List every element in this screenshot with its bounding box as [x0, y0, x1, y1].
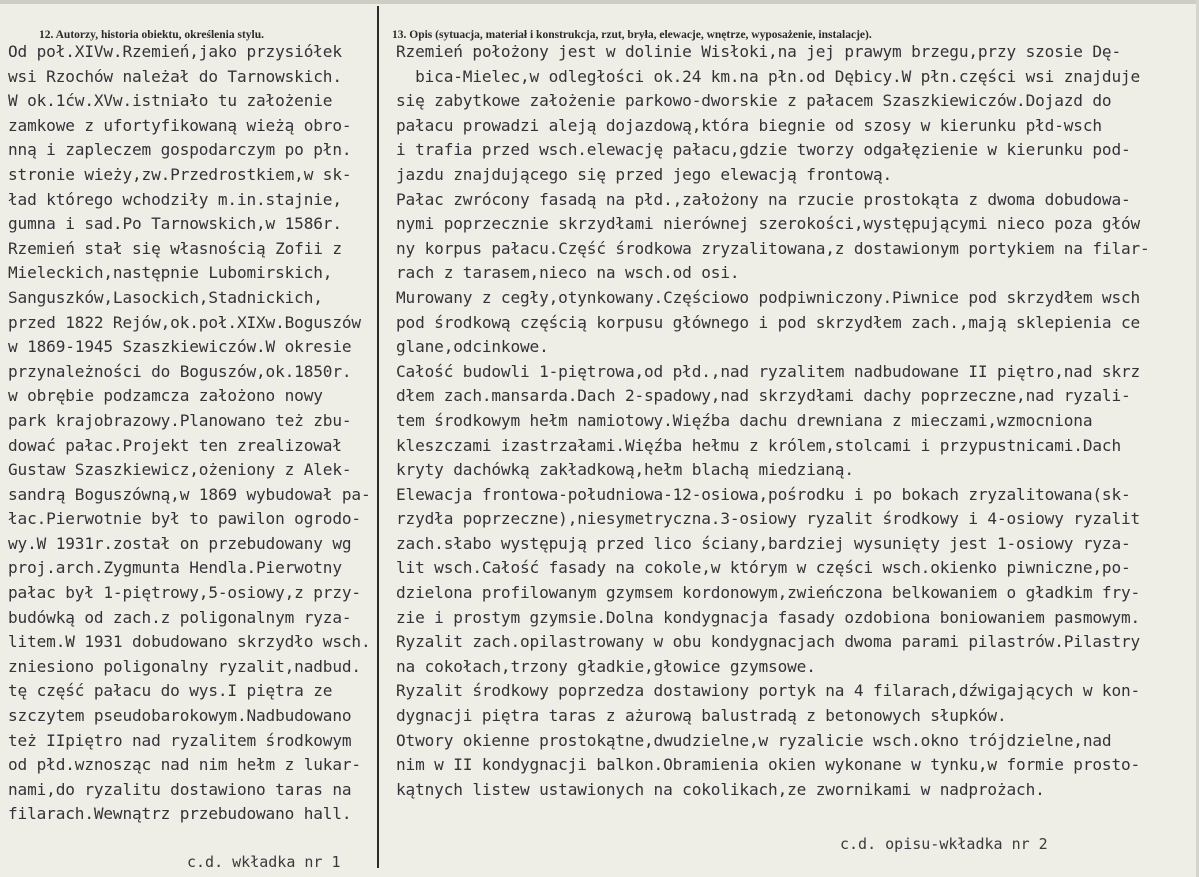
text-line: ny korpus pałacu.Część środkowa zryzalitowana,z dostawionym portykiem na filar- — [396, 238, 1150, 258]
text-line: Od poł.XIVw.Rzemień,jako przysiółek — [8, 42, 342, 61]
right-column-header: 13. Opis (sytuacja, materiał i konstrukcja, rzut, bryła, elewacje, wnętrze, wyposażenie, instalacje). — [392, 29, 872, 41]
text-line: sandrą Boguszówną,w 1869 wybudował pa- — [8, 484, 371, 504]
text-line: nami,do ryzalitu dostawiono taras na — [8, 779, 352, 799]
text-line: kleszczami izastrzałami.Więźba hełmu z królem,stolcami i przypustnicami.Dach — [396, 435, 1121, 455]
text-line: wy.W 1931r.został on przebudowany wg — [8, 533, 352, 553]
text-line: Mieleckich,następnie Lubomirskich, — [8, 263, 333, 283]
text-line: pod środkową częścią korpusu głównego i pod skrzydłem zach.,mają sklepienia ce — [396, 312, 1141, 332]
text-line: kątnych listew ustawionych na cokolikach,ze zwornikami w nadprożach. — [396, 779, 1045, 799]
text-line: na cokołach,trzony gładkie,głowice gzymsowe. — [396, 656, 816, 676]
text-line: Rzemień stał się własnością Zofii z — [8, 238, 342, 258]
text-line: dłem zach.mansarda.Dach 2-spadowy,nad skrzydłami dachy poprzeczne,nad ryzali- — [396, 386, 1131, 406]
text-line: ład którego wchodziły m.in.stajnie, — [8, 189, 342, 209]
text-line: Murowany z cegły,otynkowany.Częściowo podpiwniczony.Piwnice pod skrzydłem wsch — [396, 287, 1141, 307]
text-line: Ryzalit środkowy poprzedza dostawiony portyk na 4 filarach,dźwigających w kon- — [396, 681, 1141, 701]
text-line: filarach.Wewnątrz przebudowano hall. — [8, 804, 352, 824]
text-line: Elewacja frontowa-południowa-12-osiowa,pośrodku i po bokach zryzalitowana(sk- — [396, 484, 1131, 504]
left-column-header: 12. Autorzy, historia obiektu, określenia stylu. — [39, 29, 265, 41]
text-line: W ok.1ćw.XVw.istniało tu założenie — [8, 91, 333, 111]
text-line: park krajobrazowy.Planowano też zbu- — [8, 410, 352, 430]
text-line: jazdu znajdującego się przed jego elewacją frontową. — [396, 164, 893, 184]
text-line: dygnacji piętra taras z ażurową balustradą z betonowych słupków. — [396, 706, 1007, 726]
text-line: stronie wieży,zw.Przedrostkiem,w sk- — [8, 164, 352, 184]
text-line: Gustaw Szaszkiewicz,ożeniony z Alek- — [8, 460, 352, 480]
text-line: glane,odcinkowe. — [396, 337, 549, 357]
text-line: kryty dachówką zakładkową,hełm blachą miedzianą. — [396, 460, 854, 480]
text-line: Pałac zwrócony fasadą na płd.,założony na rzucie prostokąta z dwoma dobudowa- — [396, 189, 1131, 209]
text-line: przynależności do Boguszów,ok.1850r. — [8, 361, 352, 381]
text-line: zniesiono poligonalny ryzalit,nadbud. — [8, 656, 361, 676]
text-line: zie i prostym gzymsie.Dolna kondygnacja fasady ozdobiona boniowaniem pasmowym. — [396, 607, 1141, 627]
text-line: litem.W 1931 dobudowano skrzydło wsch. — [8, 632, 371, 652]
text-line: łac.Pierwotnie był to pawilon ogrodo- — [8, 509, 361, 529]
text-line: Rzemień położony jest w dolinie Wisłoki,na jej prawym brzegu,przy szosie Dę- — [396, 42, 1121, 61]
text-line: lit wsch.Całość fasady na cokole,w którym w części wsch.okienko piwniczne,po- — [396, 558, 1131, 578]
text-line: pałac był 1-piętrowy,5-osiowy,z przy- — [8, 583, 361, 603]
text-line: nną i zapleczem gospodarczym po płn. — [8, 140, 352, 160]
top-rule — [0, 0, 1199, 4]
text-line: Sanguszków,Lasockich,Stadnickich, — [8, 287, 323, 307]
text-line: nim w II kondygnacji balkon.Obramienia okien wykonane w tynku,w formie prosto- — [396, 755, 1141, 775]
text-line: pałacu prowadzi aleją dojazdową,która biegnie od szosy w kierunku płd-wsch — [396, 115, 1102, 135]
right-column-text — [396, 40, 1196, 802]
text-line: też IIpiętro nad ryzalitem środkowym — [8, 730, 352, 750]
text-line: w 1869-1945 Szaszkiewiczów.W okresie — [8, 337, 352, 357]
text-line: wsi Rzochów należał do Tarnowskich. — [8, 66, 342, 86]
text-line: nymi poprzecznie skrzydłami nierównej szerokości,występującymi nieco poza głów — [396, 214, 1141, 234]
text-line: tę część pałacu do wys.I piętra ze — [8, 681, 333, 701]
text-line: zamkowe z ufortyfikowaną wieżą obro- — [8, 115, 352, 135]
right-column-footer: c.d. opisu-wkładka nr 2 — [840, 835, 1048, 853]
text-line: dzielona profilowanym gzymsem kordonowym,zwieńczona belkowaniem o gładkim fry- — [396, 583, 1141, 603]
text-line: dować pałac.Projekt ten zrealizował — [8, 435, 342, 455]
text-line: budówką od zach.z poligonalnym ryza- — [8, 607, 352, 627]
text-line: rach z tarasem,nieco na wsch.od osi. — [396, 263, 740, 283]
text-line: zach.słabo występują przed lico ściany,bardziej wysunięty jest 1-osiowy ryza- — [396, 533, 1131, 553]
text-line: tem środkowym hełm namiotowy.Więźba dachu drewniana z mieczami,wzmocniona — [396, 410, 1093, 430]
text-line: Ryzalit zach.opilastrowany w obu kondygnacjach dwoma parami pilastrów.Pilastry — [396, 632, 1141, 652]
text-line: od płd.wznosząc nad nim hełm z lukar- — [8, 755, 361, 775]
text-line: się zabytkowe założenie parkowo-dworskie z pałacem Szaszkiewiczów.Dojazd do — [396, 91, 1112, 111]
text-line: przed 1822 Rejów,ok.poł.XIXw.Boguszów — [8, 312, 361, 332]
text-line: Otwory okienne prostokątne,dwudzielne,w ryzalicie wsch.okno trójdzielne,nad — [396, 730, 1112, 750]
text-line: gumna i sad.Po Tarnowskich,w 1586r. — [8, 214, 342, 234]
left-column-footer: c.d. wkładka nr 1 — [187, 853, 341, 871]
text-line: i trafia przed wsch.elewację pałacu,gdzie tworzy odgałęzienie w kierunku pod- — [396, 140, 1131, 160]
text-line: Całość budowli 1-piętrowa,od płd.,nad ryzalitem nadbudowane II piętro,nad skrz — [396, 361, 1141, 381]
left-column-text — [8, 40, 380, 827]
text-line: proj.arch.Zygmunta Hendla.Pierwotny — [8, 558, 342, 578]
text-line: w obrębie podzamcza założono nowy — [8, 386, 323, 406]
text-line: bica-Mielec,w odległości ok.24 km.na płn.od Dębicy.W płn.części wsi znajduje — [396, 66, 1141, 86]
text-line: szczytem pseudobarokowym.Nadbudowano — [8, 706, 352, 726]
text-line: rzydła poprzeczne),niesymetryczna.3-osiowy ryzalit środkowy i 4-osiowy ryzalit — [396, 509, 1141, 529]
